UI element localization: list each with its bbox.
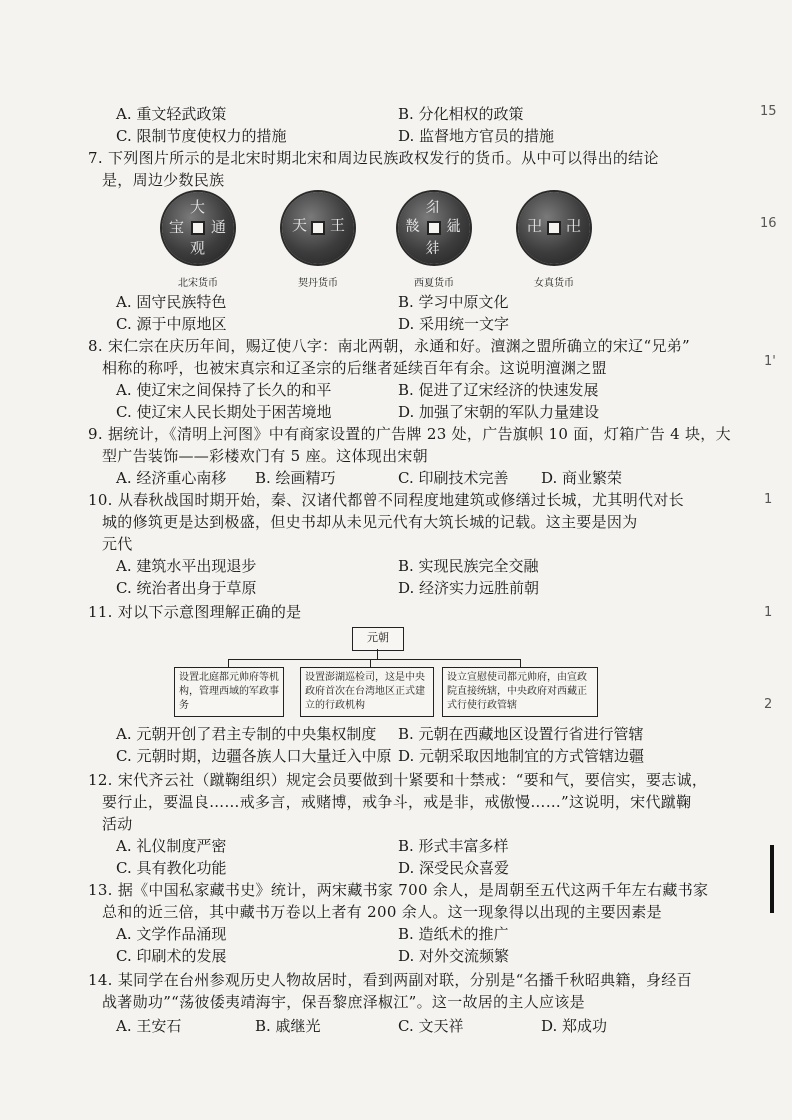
coin-glyph: 宝 xyxy=(169,218,185,236)
diagram-box-penghu: 设置澎湖巡检司，这是中央政府首次在台湾地区正式建立的行政机构 xyxy=(300,667,434,717)
q13-stem-line-2: 总和的近三倍，其中藏书万卷以上者有 200 余人。这一现象得以出现的主要因素是 xyxy=(102,903,662,921)
q6-option-d: D. 监督地方官员的措施 xyxy=(398,127,555,145)
q10-option-c: C. 统治者出身于草原 xyxy=(116,579,257,597)
diagram-box-xizang: 设立宣慰使司都元帅府，由宣政院直接统辖，中央政府对西藏正式行使行政管辖 xyxy=(442,667,598,717)
q13-stem-line-1: 13. 据《中国私家藏书史》统计，两宋藏书家 700 余人，是周朝至五代这两千年左右藏书家 xyxy=(88,881,709,899)
q9-stem-line-2: 型广告装饰——彩楼欢门有 5 座。这体现出宋朝 xyxy=(102,447,428,465)
q7-option-c: C. 源于中原地区 xyxy=(116,315,227,333)
connector-line xyxy=(377,649,378,659)
q11-option-d: D. 元朝采取因地制宜的方式管辖边疆 xyxy=(398,747,645,765)
coin-caption: 女真货币 xyxy=(534,278,574,289)
q11-option-b: B. 元朝在西藏地区设置行省进行管辖 xyxy=(398,725,644,743)
q11-stem-line-1: 11. 对以下示意图理解正确的是 xyxy=(88,603,302,621)
coin-image-jurchen xyxy=(518,192,590,264)
coin-caption: 北宋货币 xyxy=(178,278,218,289)
coin-glyph: 王 xyxy=(330,216,346,234)
connector-line xyxy=(520,659,521,667)
coin-glyph: 大 xyxy=(190,198,206,216)
q12-stem-line-3: 活动 xyxy=(102,815,133,833)
q10-stem-line-2: 城的修筑更是达到极盛，但史书却从未见元代有大筑长城的记载。这主要是因为 xyxy=(102,513,638,531)
q7-stem-line-1: 7. 下列图片所示的是北宋时期北宋和周边民族政权发行的货币。从中可以得出的结论 xyxy=(88,149,659,167)
coin-image-song xyxy=(162,192,234,264)
q10-stem-line-1: 10. 从春秋战国时期开始，秦、汉诸代都曾不同程度地建筑或修缮过长城，尤其明代对长 xyxy=(88,491,684,509)
q14-option-d: D. 郑成功 xyxy=(541,1017,608,1035)
q6-option-c: C. 限制节度使权力的措施 xyxy=(116,127,287,145)
q7-option-a: A. 固守民族特色 xyxy=(116,293,227,311)
coin-caption: 西夏货币 xyxy=(414,278,454,289)
margin-number: 2 xyxy=(764,697,773,712)
q12-option-d: D. 深受民众喜爱 xyxy=(398,859,510,877)
margin-number: 15 xyxy=(760,104,777,119)
coin-image-xixia xyxy=(398,192,470,264)
q10-option-d: D. 经济实力远胜前朝 xyxy=(398,579,540,597)
q10-option-a: A. 建筑水平出现退步 xyxy=(116,557,257,575)
q14-option-a: A. 王安石 xyxy=(116,1017,182,1035)
q8-stem-line-1: 8. 宋仁宗在庆历年间，赐辽使八字：南北两朝，永通和好。澶渊之盟所确立的宋辽“兄弟” xyxy=(88,337,691,355)
q14-option-b: B. 戚继光 xyxy=(255,1017,321,1035)
q8-option-c: C. 使辽宋人民长期处于困苦境地 xyxy=(116,403,332,421)
q9-option-d: D. 商业繁荣 xyxy=(541,469,623,487)
q13-option-a: A. 文学作品涌现 xyxy=(116,925,227,943)
q12-stem-line-2: 要行止，要温良……戒多言，戒赌博，戒争斗，戒是非，戒傲慢……”这说明，宋代蹴鞠 xyxy=(102,793,692,811)
margin-number: 16 xyxy=(760,216,777,231)
coin-glyph: 𗢳 xyxy=(425,239,441,257)
coin-image-khitan xyxy=(282,192,354,264)
margin-number: 1 xyxy=(764,605,773,620)
q12-option-a: A. 礼仪制度严密 xyxy=(116,837,227,855)
connector-line xyxy=(228,659,229,667)
connector-line xyxy=(228,659,520,660)
q7-option-b: B. 学习中原文化 xyxy=(398,293,509,311)
q10-option-b: B. 实现民族完全交融 xyxy=(398,557,539,575)
q8-stem-line-2: 相称的称呼，也被宋真宗和辽圣宗的后继者延续百年有余。这说明澶渊之盟 xyxy=(102,359,607,377)
q13-option-c: C. 印刷术的发展 xyxy=(116,947,227,965)
coin-glyph: 通 xyxy=(211,218,227,236)
coin-glyph: 𗣼 xyxy=(446,217,462,235)
q13-option-d: D. 对外交流频繁 xyxy=(398,947,510,965)
q8-option-a: A. 使辽宋之间保持了长久的和平 xyxy=(116,381,332,399)
q6-option-b: B. 分化相权的政策 xyxy=(398,105,524,123)
margin-mark xyxy=(770,845,774,913)
q14-stem-line-2: 战著勋功”“荡彼倭夷靖海宇，保吾黎庶泽椒江”。这一故居的主人应该是 xyxy=(102,993,585,1011)
q12-option-b: B. 形式丰富多样 xyxy=(398,837,509,855)
margin-number: 1' xyxy=(764,354,776,369)
q8-option-b: B. 促进了辽宋经济的快速发展 xyxy=(398,381,599,399)
margin-number: 1 xyxy=(764,492,773,507)
q12-stem-line-1: 12. 宋代齐云社（蹴鞠组织）规定会员要做到十紧要和十禁戒：“要和气，要信实，要志诚， xyxy=(88,771,708,789)
q7-stem-line-2: 是，周边少数民族 xyxy=(102,171,225,189)
coin-glyph: 𘕕 xyxy=(405,217,421,235)
q12-option-c: C. 具有教化功能 xyxy=(116,859,227,877)
q11-option-a: A. 元朝开创了君主专制的中央集权制度 xyxy=(116,725,377,743)
coin-glyph: 天 xyxy=(292,216,308,234)
q8-option-d: D. 加强了宋朝的军队力量建设 xyxy=(398,403,600,421)
diagram-root-box: 元朝 xyxy=(352,627,404,651)
q9-option-c: C. 印刷技术完善 xyxy=(398,469,509,487)
coin-glyph: 卍 xyxy=(566,217,582,235)
q14-stem-line-1: 14. 某同学在台州参观历史人物故居时，看到两副对联，分别是“名播千秋昭典籍，身经百 xyxy=(88,971,692,989)
coin-glyph: 卍 xyxy=(527,217,543,235)
q13-option-b: B. 造纸术的推广 xyxy=(398,925,509,943)
q7-option-d: D. 采用统一文字 xyxy=(398,315,510,333)
q14-option-c: C. 文天祥 xyxy=(398,1017,464,1035)
connector-line xyxy=(370,659,371,667)
coin-glyph: 𗼃 xyxy=(425,198,441,216)
diagram-box-xiyu: 设置北庭都元帅府等机构，管理西域的军政事务 xyxy=(174,667,284,717)
q9-stem-line-1: 9. 据统计，《清明上河图》中有商家设置的广告牌 23 处，广告旗帜 10 面，灯箱广告 4 块，大 xyxy=(88,425,731,443)
q6-option-a: A. 重文轻武政策 xyxy=(116,105,227,123)
q9-option-a: A. 经济重心南移 xyxy=(116,469,227,487)
q10-stem-line-3: 元代 xyxy=(102,535,133,553)
q9-option-b: B. 绘画精巧 xyxy=(255,469,336,487)
coin-glyph: 观 xyxy=(190,239,206,257)
coin-caption: 契丹货币 xyxy=(298,278,338,289)
q11-option-c: C. 元朝时期，边疆各族人口大量迁入中原 xyxy=(116,747,392,765)
